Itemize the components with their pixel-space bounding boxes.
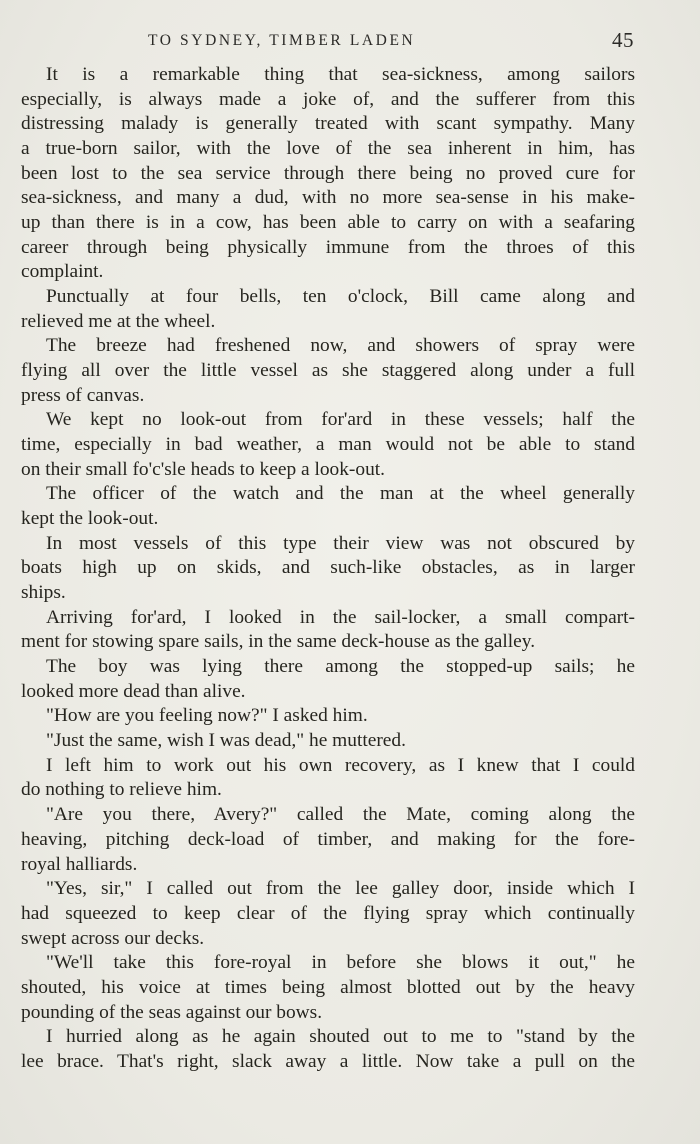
text-line: Punctually at four bells, ten o'clock, Bill came along and xyxy=(46,286,635,308)
text-line: The boy was lying there among the stopped-up sails; he xyxy=(46,656,635,678)
text-line: had squeezed to keep clear of the flying spray which continually xyxy=(21,902,635,924)
text-line: sea-sickness, and many a dud, with no more sea-sense in his make- xyxy=(21,187,635,209)
body-text xyxy=(21,63,635,1075)
text-line: distressing malady is generally treated with scant sympathy. Many xyxy=(21,113,635,135)
text-line: "Just the same, wish I was dead," he muttered. xyxy=(46,730,406,752)
text-line: on their small fo'c'sle heads to keep a look-out. xyxy=(21,458,386,480)
text-line: lee brace. That's right, slack away a little. Now take a pull on the xyxy=(21,1050,635,1072)
text-line: I hurried along as he again shouted out to me to "stand by the xyxy=(46,1026,635,1048)
text-line: complaint. xyxy=(21,261,104,283)
text-line: ships. xyxy=(21,582,66,604)
text-line: Arriving for'ard, I looked in the sail-locker, a small compart- xyxy=(46,606,635,628)
text-line: I left him to work out his own recovery, as I knew that I could xyxy=(46,754,635,776)
text-line: pounding of the seas against our bows. xyxy=(21,1001,323,1023)
text-line: looked more dead than alive. xyxy=(21,680,246,702)
text-line: "Yes, sir," I called out from the lee galley door, inside which I xyxy=(46,878,635,900)
text-line: royal halliards. xyxy=(21,853,138,875)
text-line: The officer of the watch and the man at the wheel generally xyxy=(46,483,635,505)
text-line: do nothing to relieve him. xyxy=(21,779,222,801)
text-line: swept across our decks. xyxy=(21,927,205,949)
text-line: heaving, pitching deck-load of timber, and making for the fore- xyxy=(21,828,635,850)
text-line: a true-born sailor, with the love of the sea inherent in him, has xyxy=(21,138,635,160)
text-line: press of canvas. xyxy=(21,384,145,406)
text-line: We kept no look-out from for'ard in these vessels; half the xyxy=(46,409,635,431)
page-number: 45 xyxy=(612,28,634,52)
text-line: flying all over the little vessel as she staggered along under a full xyxy=(21,360,635,382)
text-line: been lost to the sea service through there being no proved cure for xyxy=(21,162,635,184)
text-line: In most vessels of this type their view was not obscured by xyxy=(46,532,635,554)
text-line: boats high up on skids, and such-like obstacles, as in larger xyxy=(21,557,635,579)
text-line: ment for stowing spare sails, in the same deck-house as the galley. xyxy=(21,631,536,653)
text-line: "We'll take this fore-royal in before she blows it out," he xyxy=(46,952,635,974)
text-line: especially, is always made a joke of, and the sufferer from this xyxy=(21,88,635,110)
text-line: It is a remarkable thing that sea-sickness, among sailors xyxy=(46,64,635,85)
text-line: career through being physically immune from the throes of this xyxy=(21,236,635,258)
text-line: kept the look-out. xyxy=(21,508,159,530)
text-line: time, especially in bad weather, a man would not be able to stand xyxy=(21,434,635,456)
text-line: shouted, his voice at times being almost blotted out by the heavy xyxy=(21,976,635,998)
running-head xyxy=(0,28,700,58)
text-line: The breeze had freshened now, and showers of spray were xyxy=(46,335,635,357)
text-line: "How are you feeling now?" I asked him. xyxy=(46,705,368,727)
text-line: up than there is in a cow, has been able to carry on with a seafaring xyxy=(21,212,635,234)
text-line: relieved me at the wheel. xyxy=(21,310,216,332)
text-line: "Are you there, Avery?" called the Mate, coming along the xyxy=(46,804,635,826)
running-head-title: TO SYDNEY, TIMBER LADEN xyxy=(148,32,416,49)
